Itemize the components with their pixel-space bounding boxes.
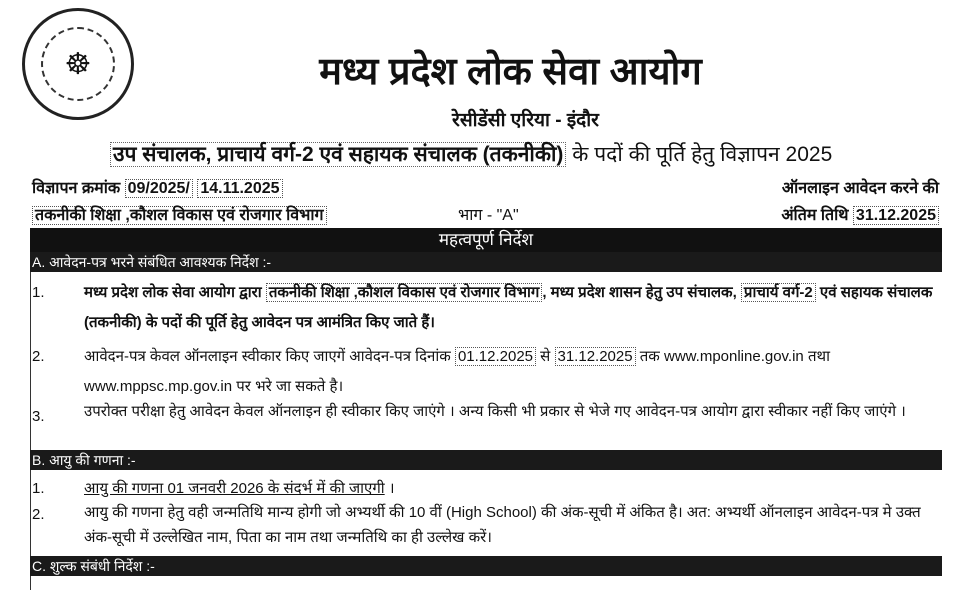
ad-number: 09/2025/ [125, 179, 193, 198]
ad-date: 14.11.2025 [197, 179, 282, 198]
list-item [30, 500, 940, 552]
text-segment: मध्य प्रदेश लोक सेवा आयोग द्वारा [84, 284, 266, 301]
item-text: आयु की गणना हेतु वही जन्मतिथि मान्य होगी जो अभ्यर्थी की 10 वीं (High School) की अंक-सूची में अंकित है। अत: अभ्यर्थी ऑनलाइन आवेदन-पत्र मे उक्त अंक-सूची में उल्लेखित नाम, पिता का नाम तथा जन्मतिथि का ही उल्लेख करें। [84, 504, 921, 546]
item-text [84, 342, 934, 402]
item-number: 3. [32, 408, 45, 425]
section-c-heading: C. शुल्क संबंधी निर्देश :- [30, 556, 942, 576]
main-heading: महत्वपूर्ण निर्देश [30, 228, 942, 252]
text-segment: 01.12.2025 [455, 347, 536, 366]
item-number: 2. [32, 348, 45, 365]
text-segment: 31.12.2025 [555, 347, 636, 366]
ad-title [110, 140, 832, 168]
last-date-label-2: अंतिम तिथि [781, 207, 853, 224]
list-item [30, 402, 940, 448]
text-segment: तक www.mponline.gov.in तथा www.mppsc.mp.gov.in पर भरे जा सकते है। [84, 348, 830, 395]
list-item [30, 278, 940, 342]
department [32, 203, 327, 225]
item-text: उपरोक्त परीक्षा हेतु आवेदन केवल ऑनलाइन ही स्वीकार किए जाएंगे । अन्य किसी भी प्रकार से भेजे गए आवेदन-पत्र आयोग द्वारा स्वीकार नहीं किए जाएंगे । [84, 403, 906, 420]
item-text [84, 278, 934, 338]
text-segment: से [536, 348, 555, 365]
item-number: 1. [32, 284, 45, 301]
text-segment: प्राचार्य वर्ग-2 [741, 283, 816, 302]
text-segment: एवं सहायक संचालक (तकनीकी) के पदों की पूर्ति हेतु आवेदन पत्र आमंत्रित किए जाते हैं। [84, 284, 933, 331]
department-text: तकनीकी शिक्षा ,कौशल विकास एवं रोजगार विभाग [32, 206, 327, 225]
text-segment: तकनीकी शिक्षा ,कौशल विकास एवं रोजगार विभाग [266, 283, 542, 302]
list-item [30, 342, 940, 402]
ad-number-label: विज्ञापन क्रमांक [32, 180, 125, 197]
text-segment: आवेदन-पत्र केवल ऑनलाइन स्वीकार किए जाएगें आवेदन-पत्र दिनांक [84, 348, 455, 365]
last-date-row [781, 203, 939, 225]
page-title: मध्य प्रदेश लोक सेवा आयोग [319, 51, 702, 93]
ad-title-rest: के पदों की पूर्ति हेतु विज्ञापन 2025 [566, 143, 833, 166]
part-label: भाग - "A" [458, 207, 519, 224]
text-segment: आयु की गणना 01 जनवरी 2026 के संदर्भ में की जाएगी [84, 480, 385, 497]
emblem-icon: ☸ [41, 27, 115, 101]
subtitle: रेसीडेंसी एरिया - इंदौर [452, 110, 599, 131]
last-date-label: ऑनलाइन आवेदन करने की [781, 180, 939, 197]
ad-number-row [32, 176, 283, 198]
text-segment: , मध्य प्रदेश शासन हेतु उप संचालक, [542, 284, 741, 301]
section-a-heading: A. आवेदन-पत्र भरने संबंधित आवश्यक निर्देश :- [30, 252, 942, 272]
item-number: 2. [32, 506, 45, 523]
item-number: 1. [32, 480, 45, 497]
ad-title-posts: उप संचालक, प्राचार्य वर्ग-2 एवं सहायक संचालक (तकनीकी) [110, 142, 566, 167]
text-segment: । [384, 480, 395, 497]
last-date: 31.12.2025 [853, 206, 939, 225]
section-b-heading: B. आयु की गणना :- [30, 450, 942, 470]
